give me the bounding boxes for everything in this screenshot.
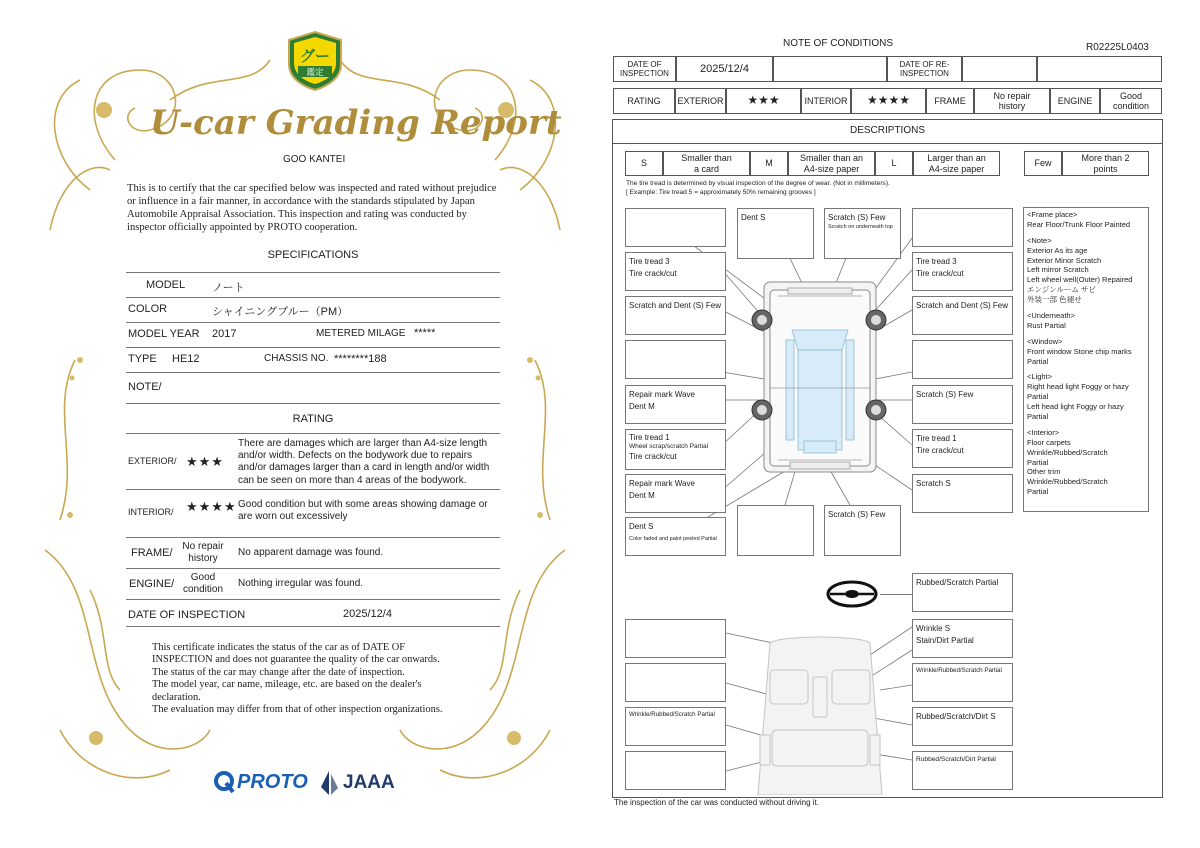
box-text: Tire crack/cut [629, 451, 677, 461]
annotation-box-int-right-3 [912, 707, 1013, 746]
annotation-box-scratch-top [824, 208, 901, 259]
type-label: TYPE [128, 353, 157, 365]
box-text: Tire tread 1 [916, 434, 957, 443]
frame-label: FRAME [926, 88, 974, 114]
proto-logo-text: PROTO [237, 770, 308, 793]
note-line: Floor carpets [1027, 437, 1071, 447]
engine-desc: Nothing irregular was found. [238, 578, 364, 589]
box-text: Scratch (S) Few [828, 213, 886, 222]
note-line: Rear Floor/Trunk Floor Painted [1027, 219, 1131, 229]
annotation-box-right-scratch [912, 385, 1013, 424]
disclaimer [152, 642, 492, 717]
annotation-box-tire-front-right [912, 252, 1013, 291]
legend-m-desc: Smaller than an A4-size paper [788, 151, 875, 176]
note-line: Left wheel well(Outer) Repaired [1027, 275, 1133, 285]
box-text: Dent S [741, 213, 766, 222]
color-row [126, 298, 500, 323]
annotation-box-int-left-2 [625, 663, 726, 702]
interior-label: INTERIOR [801, 88, 851, 114]
annotation-box-top-right [912, 208, 1013, 247]
date-value: 2025/12/4 [343, 608, 392, 620]
certificate-title: U-car Grading Report [150, 103, 562, 143]
box-text: Rubbed/Scratch Partial [916, 578, 999, 587]
box-text: Scratch and Dent (S) Few [916, 301, 1009, 310]
engine-row [126, 569, 500, 600]
note-line: Other trim [1027, 467, 1061, 477]
note-line: <Frame place> [1027, 210, 1078, 219]
frame-value: No repair history [182, 541, 224, 564]
note-line: <Interior> [1027, 427, 1060, 437]
model-year-row [126, 323, 500, 348]
specifications-heading: SPECIFICATIONS [267, 249, 359, 261]
conditions-footer: The inspection of the car was conducted without driving it. [614, 798, 819, 807]
reinspection-value-cell [962, 56, 1037, 82]
box-text: Rubbed/Scratch/Dirt Partial [916, 756, 996, 763]
legend-m: M [750, 151, 788, 176]
box-text: Scratch S [916, 479, 951, 488]
chassis-value: ********188 [334, 353, 387, 365]
mileage-label: METERED MILAGE [316, 328, 406, 339]
box-text: Dent S [629, 522, 654, 531]
chassis-label: CHASSIS NO. [264, 353, 329, 364]
note-line: Left head light Foggy or hazy [1027, 402, 1124, 412]
annotation-box-int-right-4 [912, 751, 1013, 790]
legend-s-desc: Smaller than a card [663, 151, 750, 176]
annotation-box-tire-front-left [625, 252, 726, 291]
note-line: Rust Partial [1027, 320, 1066, 330]
box-text: Wrinkle/Rubbed/Scratch Partial [629, 711, 715, 718]
disclaimer-line: The model year, car name, mileage, etc. are based on the dealer's [152, 679, 422, 691]
box-text: Tire crack/cut [916, 268, 964, 278]
legend-l: L [875, 151, 913, 176]
annotation-box-left-mid [625, 340, 726, 379]
note-line: エンジンルーム サビ [1027, 285, 1097, 295]
proto-logo [213, 770, 308, 794]
disclaimer-line: This certificate indicates the status of the car as of DATE OF [152, 642, 406, 653]
note-line: Partial [1027, 356, 1049, 366]
annotation-box-dent-s-top [737, 208, 814, 259]
annotation-box-tire-rear-right [912, 429, 1013, 468]
exterior-stars: ★★★ [186, 454, 224, 469]
annotation-box-scratch-bottom [824, 505, 901, 556]
legend-few: Few [1024, 151, 1062, 176]
note-line: Exterior Minor Scratch [1027, 255, 1102, 265]
date-blank-cell [773, 56, 887, 82]
box-text: Tire tread 3 [916, 257, 957, 266]
box-text: Wrinkle S [916, 624, 951, 633]
note-line: Front window Stone chip marks [1027, 346, 1132, 356]
descriptions-heading: DESCRIPTIONS [849, 125, 925, 136]
legend-few-desc: More than 2 points [1062, 151, 1149, 176]
engine-value: Good condition [182, 572, 224, 595]
rating-heading: RATING [292, 413, 334, 425]
box-text: Scratch and Dent (S) Few [629, 301, 722, 310]
annotation-box-right-mid [912, 340, 1013, 379]
note-line: <Light> [1027, 372, 1053, 382]
interior-stars: ★★★★ [186, 499, 237, 514]
disclaimer-line: INSPECTION and does not guarantee the quality of the car onwards. [152, 654, 440, 666]
annotation-box-left-scratch-dent [625, 296, 726, 335]
color-label: COLOR [128, 303, 168, 315]
jaaa-logo-text: JAAA [343, 772, 395, 793]
annotation-box-int-right-1 [912, 619, 1013, 658]
box-text: Tire tread 1 [629, 433, 670, 442]
model-year-label: MODEL YEAR [128, 328, 200, 340]
exterior-desc: There are damages which are larger than A4-size length and/or width. Defects on the bodywork due to repairs and/or damages larger than a card in length and/or width can be seen on more than 4 areas of the bodywork. [238, 438, 490, 486]
reference-number: R02225L0403 [1086, 42, 1149, 53]
box-subtext: Color faded and paint peeled Partial [629, 535, 717, 542]
tread-note-2: [ Example: Tire tread 5 = approximately 50% remaining grooves ] [626, 189, 816, 196]
box-subtext: Scratch on underneath top [828, 223, 893, 230]
note-line: Partial [1027, 392, 1049, 402]
note-line: Left mirror Scratch [1027, 265, 1089, 275]
disclaimer-line: declaration. [152, 691, 201, 703]
note-line: 外装一部 色褪せ [1027, 295, 1082, 305]
interior-desc: Good condition but with some areas showing damage or are worn out excessively [238, 499, 488, 523]
model-row [126, 272, 500, 298]
note-line: Partial [1027, 487, 1049, 497]
legend-l-desc: Larger than an A4-size paper [913, 151, 1000, 176]
note-line: Wrinkle/Rubbed/Scratch [1027, 447, 1108, 457]
engine-label: ENGINE [1050, 88, 1100, 114]
annotation-box-int-left-1 [625, 619, 726, 658]
box-text: Tire crack/cut [629, 268, 677, 278]
badge-bottom-text: 鑑定 [306, 68, 324, 78]
reinspection-blank-cell [1037, 56, 1162, 82]
annotation-box-bottom-blank [737, 505, 814, 556]
box-text: Stain/Dirt Partial [916, 635, 974, 645]
type-value: HE12 [172, 353, 200, 365]
frame-value: No repair history [974, 88, 1050, 114]
model-value: ノート [212, 282, 245, 294]
tread-note-1: The tire tread is determined by visual inspection of the degree of wear. (Not in millimeters). [626, 180, 890, 187]
jaaa-mark-icon [319, 770, 339, 796]
type-row [126, 348, 500, 373]
badge-top-text: グー [299, 47, 331, 65]
frame-row [126, 538, 500, 569]
notes-text [1027, 210, 1149, 497]
interior-label: INTERIOR/ [128, 507, 174, 517]
model-year-value: 2017 [212, 328, 237, 340]
rating-label: RATING [613, 88, 675, 114]
interior-stars: ★★★★ [851, 88, 926, 114]
annotation-box-left-repair-2 [625, 474, 726, 513]
note-line: Exterior As its age [1027, 245, 1088, 255]
box-text: Rubbed/Scratch/Dirt S [916, 712, 996, 721]
exterior-row [126, 433, 500, 490]
annotation-box-int-right-2 [912, 663, 1013, 702]
annotation-box-dent-s-bottom [625, 517, 726, 556]
date-inspection-label: DATE OF INSPECTION [613, 56, 676, 82]
date-row [126, 600, 500, 627]
annotation-box-steering [912, 573, 1013, 612]
box-text: Repair mark Wave [629, 479, 695, 488]
goo-kantei-badge-icon [286, 30, 344, 92]
note-line: <Note> [1027, 235, 1052, 245]
box-text: Wrinkle/Rubbed/Scratch Partial [916, 667, 1002, 674]
note-line: <Window> [1027, 336, 1063, 346]
conditions-heading: NOTE OF CONDITIONS [783, 38, 893, 49]
note-line: <Underneath> [1027, 311, 1075, 321]
model-label: MODEL [146, 279, 186, 291]
date-reinspection-label: DATE OF RE-INSPECTION [887, 56, 962, 82]
box-text: Dent M [629, 401, 655, 411]
color-value: シャイニングブルー（PM） [212, 306, 349, 318]
box-text: Wheel scrap/scratch Partial [629, 443, 709, 451]
disclaimer-line: The evaluation may differ from that of other inspection organizations. [152, 704, 443, 716]
proto-mark-icon [213, 770, 235, 794]
note-label: NOTE/ [128, 381, 162, 393]
interior-row [126, 489, 500, 538]
annotation-box-int-left-4 [625, 751, 726, 790]
note-line: Partial [1027, 412, 1049, 422]
box-text: Scratch (S) Few [916, 390, 974, 399]
annotation-box-right-scratch-s [912, 474, 1013, 513]
box-text: Scratch (S) Few [828, 510, 886, 519]
box-text: Tire crack/cut [916, 445, 964, 455]
engine-value: Good condition [1100, 88, 1162, 114]
annotation-box-top-left [625, 208, 726, 247]
certificate-intro: This is to certify that the car specified below was inspected and rated without prejudice or influence in a fair manner, in accordance with the standards stipulated by Japan Automobile Appraisal Association. This inspection and rating was conducted by inspector officially appointed by PROTO cooperation. [127, 183, 497, 233]
exterior-label: EXTERIOR [675, 88, 726, 114]
date-label: DATE OF INSPECTION [128, 609, 246, 621]
mileage-value: ***** [414, 327, 436, 339]
box-text: Dent M [629, 490, 655, 500]
note-line: Partial [1027, 457, 1049, 467]
jaaa-logo [319, 770, 395, 796]
annotation-box-right-scratch-dent [912, 296, 1013, 335]
frame-label: FRAME/ [131, 547, 173, 559]
engine-label: ENGINE/ [129, 578, 175, 590]
frame-desc: No apparent damage was found. [238, 547, 384, 558]
exterior-stars: ★★★ [726, 88, 801, 114]
note-line: Right head light Foggy or hazy [1027, 382, 1129, 392]
note-row [126, 373, 500, 404]
disclaimer-line: The status of the car may change after the date of inspection. [152, 666, 405, 678]
certificate-subtitle: GOO KANTEI [283, 154, 346, 165]
annotation-box-int-left-3 [625, 707, 726, 746]
annotation-box-left-repair [625, 385, 726, 424]
exterior-label: EXTERIOR/ [128, 456, 177, 466]
date-inspection-value: 2025/12/4 [676, 56, 773, 82]
box-text: Repair mark Wave [629, 390, 695, 399]
legend-s: S [625, 151, 663, 176]
annotation-box-tire-rear-left [625, 429, 726, 470]
note-line: Wrinkle/Rubbed/Scratch [1027, 477, 1108, 487]
box-text: Tire tread 3 [629, 257, 670, 266]
